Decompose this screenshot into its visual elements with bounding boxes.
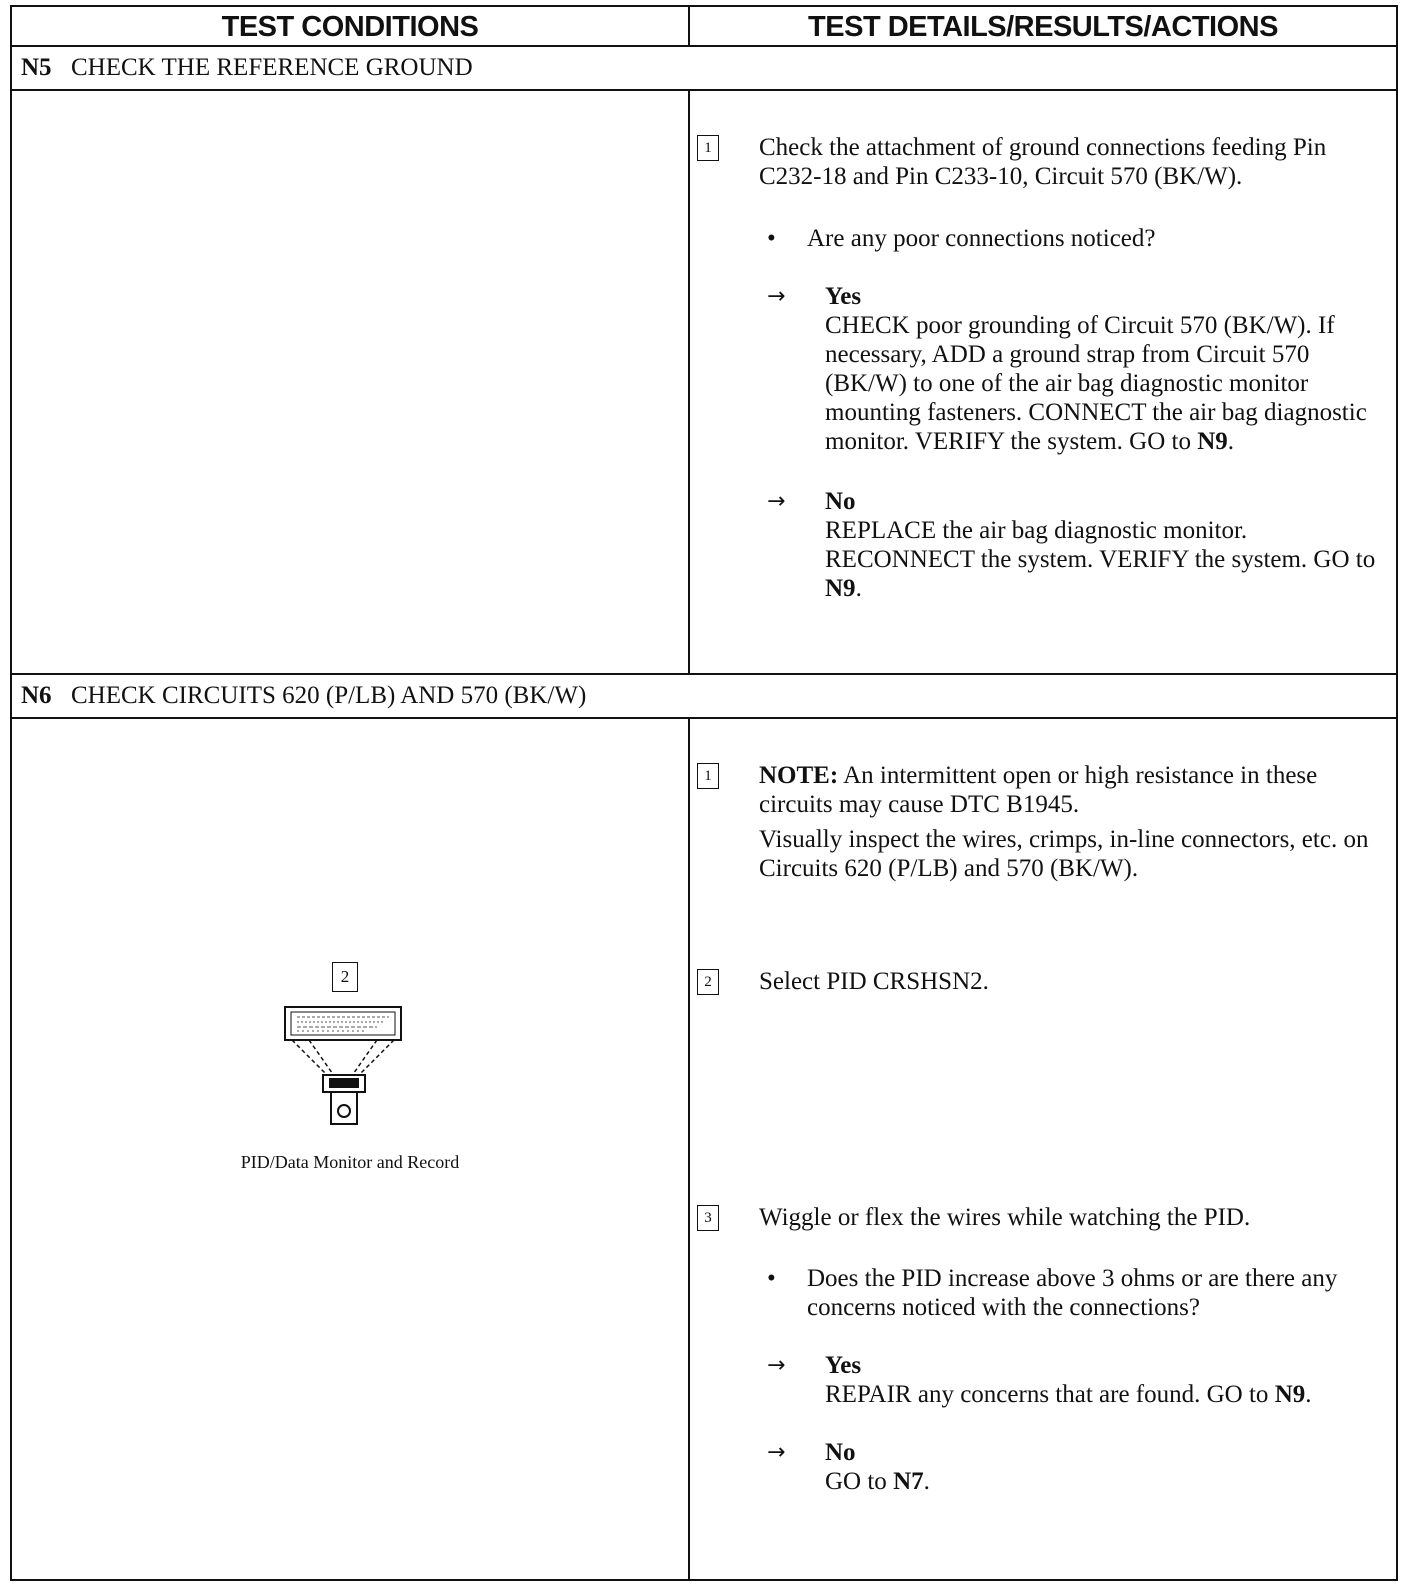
goto-reference: N9 bbox=[825, 575, 856, 602]
header-test-details: TEST DETAILS/RESULTS/ACTIONS bbox=[808, 11, 1278, 43]
section-text-n6: CHECK CIRCUITS 620 (P/LB) AND 570 (BK/W) bbox=[71, 682, 587, 709]
section-title-n6 bbox=[21, 679, 586, 713]
answer-text: REPAIR any concerns that are found. GO to bbox=[825, 1381, 1269, 1408]
step-instruction: Visually inspect the wires, crimps, in-line connectors, etc. on Circuits 620 (P/LB) and 570 (BK/W). bbox=[759, 826, 1369, 882]
header-divider bbox=[688, 7, 690, 45]
answer-text: REPLACE the air bag diagnostic monitor. RECONNECT the system. VERIFY the system. GO to bbox=[825, 517, 1376, 573]
arrow-right-icon: → bbox=[767, 1440, 786, 1465]
section-id-n6: N6 bbox=[21, 682, 52, 709]
section-text-n5: CHECK THE REFERENCE GROUND bbox=[71, 54, 473, 81]
answer-no: → No REPLACE the air bag diagnostic monitor. RECONNECT the system. VERIFY the system. GO to N9. bbox=[759, 487, 1387, 603]
step-instruction: Wiggle or flex the wires while watching the PID. bbox=[759, 1204, 1251, 1231]
section-id-n5: N5 bbox=[21, 54, 52, 81]
answer-no: → No GO to N7. bbox=[759, 1438, 1387, 1496]
column-divider-n5 bbox=[688, 89, 690, 673]
figure-step-box: 2 bbox=[332, 962, 358, 992]
header-test-conditions: TEST CONDITIONS bbox=[221, 11, 479, 43]
column-divider-n6 bbox=[688, 717, 690, 1579]
question-text: Does the PID increase above 3 ohms or are there any concerns noticed with the connections? bbox=[807, 1265, 1338, 1321]
note-label: NOTE: bbox=[759, 762, 839, 789]
step-number-box: 2 bbox=[697, 969, 719, 995]
answer-label: Yes bbox=[825, 283, 862, 310]
answer-label: No bbox=[825, 1439, 856, 1466]
answer-text: CHECK poor grounding of Circuit 570 (BK/W). If necessary, ADD a ground strap from Circuit 570 (BK/W) to one of the air bag diagnostic monitor mounting fasteners. CONNECT the air bag diagnostic monitor. VERIFY the system. GO to bbox=[825, 312, 1367, 455]
answer-text: GO to bbox=[825, 1468, 887, 1495]
step-instruction: Check the attachment of ground connections feeding Pin C232-18 and Pin C233-10, Circuit 570 (BK/W). bbox=[759, 134, 1327, 190]
section-rule-n5 bbox=[12, 89, 1396, 91]
step-number-box: 3 bbox=[697, 1205, 719, 1231]
answer-yes: → Yes CHECK poor grounding of Circuit 570 (BK/W). If necessary, ADD a ground strap from Circuit 570 (BK/W) to one of the air bag diagnostic monitor mounting fasteners. CONNECT the air bag diagnostic monitor. VERIFY the system. GO to N9. bbox=[759, 282, 1387, 456]
section-rule-n5-end bbox=[12, 673, 1396, 675]
answer-label: No bbox=[825, 488, 856, 515]
step-content bbox=[759, 761, 1387, 883]
step-content bbox=[759, 133, 1387, 603]
step-number-box: 1 bbox=[697, 135, 719, 161]
goto-reference: N9 bbox=[1274, 1381, 1306, 1408]
section-title-n5 bbox=[21, 51, 473, 85]
goto-reference: N7 bbox=[893, 1468, 924, 1495]
step-instruction: Select PID CRSHSN2. bbox=[759, 968, 989, 995]
answer-yes: → Yes REPAIR any concerns that are found. GO to N9. bbox=[759, 1351, 1387, 1409]
step-content bbox=[759, 1203, 1387, 1496]
step-number-box: 1 bbox=[697, 763, 719, 789]
note-paragraph bbox=[759, 761, 1387, 819]
header-rule bbox=[12, 45, 1396, 47]
question-item bbox=[759, 1264, 1387, 1322]
section-rule-n6 bbox=[12, 717, 1396, 719]
arrow-right-icon: → bbox=[767, 284, 786, 309]
arrow-right-icon: → bbox=[767, 489, 786, 514]
scan-tool-icon bbox=[217, 1002, 492, 1132]
arrow-right-icon: → bbox=[767, 1353, 786, 1378]
answer-label: Yes bbox=[825, 1352, 862, 1379]
goto-reference: N9 bbox=[1197, 428, 1228, 455]
question-text: Are any poor connections noticed? bbox=[807, 225, 1156, 252]
figure-caption: PID/Data Monitor and Record bbox=[240, 1152, 460, 1172]
note-text: An intermittent open or high resistance in these circuits may cause DTC B1945. bbox=[759, 762, 1318, 818]
bullet-icon: • bbox=[767, 225, 776, 252]
question-item bbox=[759, 224, 1387, 253]
bullet-icon: • bbox=[767, 1265, 776, 1292]
step-content bbox=[759, 967, 1387, 996]
test-procedure-table bbox=[10, 5, 1398, 1581]
